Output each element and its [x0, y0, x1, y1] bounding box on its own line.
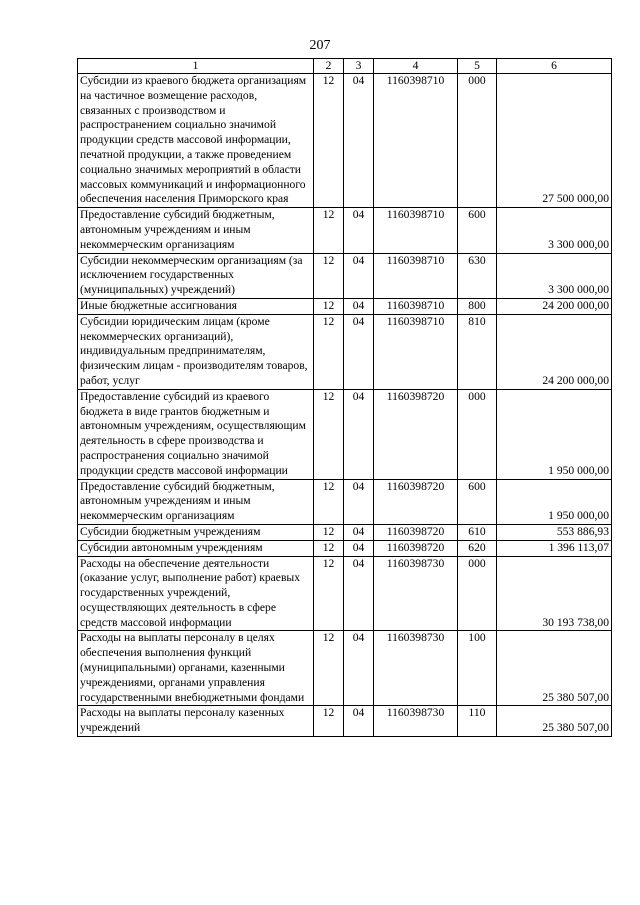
target-article-cell: 1160398710	[374, 74, 458, 208]
expense-type-cell: 800	[458, 298, 497, 314]
section-code-cell: 12	[314, 208, 344, 253]
table-row	[78, 479, 612, 524]
expense-name-cell: Субсидии некоммерческим организациям (за исключением государственных (муниципальных) учреждений)	[78, 253, 314, 298]
target-article-cell: 1160398710	[374, 208, 458, 253]
subsection-code-cell: 04	[344, 479, 374, 524]
header-cell: 2	[314, 59, 344, 74]
subsection-code-cell: 04	[344, 389, 374, 479]
section-code-cell: 12	[314, 298, 344, 314]
section-code-cell: 12	[314, 479, 344, 524]
table-row	[78, 253, 612, 298]
expense-name-cell: Предоставление субсидий бюджетным, автономным учреждениям и иным некоммерческим организациям	[78, 479, 314, 524]
subsection-code-cell: 04	[344, 298, 374, 314]
expense-name-cell: Расходы на обеспечение деятельности (оказание услуг, выполнение работ) краевых государственных учреждений, осуществляющих деятельность в сфере средств массовой информации	[78, 556, 314, 631]
section-code-cell: 12	[314, 314, 344, 389]
expense-name-cell: Субсидии бюджетным учреждениям	[78, 524, 314, 540]
budget-table	[77, 58, 612, 737]
expense-type-cell: 600	[458, 479, 497, 524]
subsection-code-cell: 04	[344, 540, 374, 556]
target-article-cell: 1160398720	[374, 389, 458, 479]
expense-type-cell: 110	[458, 706, 497, 737]
subsection-code-cell: 04	[344, 556, 374, 631]
expense-type-cell: 000	[458, 74, 497, 208]
header-cell: 5	[458, 59, 497, 74]
header-cell: 3	[344, 59, 374, 74]
expense-type-cell: 620	[458, 540, 497, 556]
expense-name-cell: Субсидии из краевого бюджета организациям на частичное возмещение расходов, связанных с производством и распространением социально значимой продукции средств массовой информации, печатной продукции, а также проведением социально значимых мероприятий в области массовых коммуникаций и информационного обеспечения населения Приморского края	[78, 74, 314, 208]
expense-type-cell: 600	[458, 208, 497, 253]
page-number: 207	[309, 38, 331, 53]
amount-cell: 1 396 113,07	[497, 540, 612, 556]
section-code-cell: 12	[314, 631, 344, 706]
expense-name-cell: Расходы на выплаты персоналу в целях обеспечения выполнения функций (муниципальными) органами, казенными учреждениями, органами управления государственными внебюджетными фондами	[78, 631, 314, 706]
table-row	[78, 314, 612, 389]
section-code-cell: 12	[314, 253, 344, 298]
expense-type-cell: 630	[458, 253, 497, 298]
table-row	[78, 298, 612, 314]
target-article-cell: 1160398720	[374, 540, 458, 556]
header-cell: 1	[78, 59, 314, 74]
amount-cell: 3 300 000,00	[497, 208, 612, 253]
target-article-cell: 1160398720	[374, 479, 458, 524]
section-code-cell: 12	[314, 389, 344, 479]
expense-name-cell: Предоставление субсидий бюджетным, автономным учреждениям и иным некоммерческим организациям	[78, 208, 314, 253]
header-cell: 4	[374, 59, 458, 74]
target-article-cell: 1160398710	[374, 298, 458, 314]
amount-cell: 30 193 738,00	[497, 556, 612, 631]
target-article-cell: 1160398720	[374, 524, 458, 540]
amount-cell: 553 886,93	[497, 524, 612, 540]
amount-cell: 25 380 507,00	[497, 706, 612, 737]
subsection-code-cell: 04	[344, 74, 374, 208]
expense-name-cell: Субсидии автономным учреждениям	[78, 540, 314, 556]
table-row	[78, 74, 612, 208]
expense-type-cell: 100	[458, 631, 497, 706]
expense-type-cell: 810	[458, 314, 497, 389]
amount-cell: 1 950 000,00	[497, 479, 612, 524]
section-code-cell: 12	[314, 540, 344, 556]
subsection-code-cell: 04	[344, 524, 374, 540]
subsection-code-cell: 04	[344, 706, 374, 737]
subsection-code-cell: 04	[344, 631, 374, 706]
table-row	[78, 208, 612, 253]
expense-name-cell: Расходы на выплаты персоналу казенных учреждений	[78, 706, 314, 737]
table-row	[78, 631, 612, 706]
subsection-code-cell: 04	[344, 314, 374, 389]
expense-name-cell: Иные бюджетные ассигнования	[78, 298, 314, 314]
amount-cell: 3 300 000,00	[497, 253, 612, 298]
subsection-code-cell: 04	[344, 253, 374, 298]
section-code-cell: 12	[314, 74, 344, 208]
table-row	[78, 706, 612, 737]
section-code-cell: 12	[314, 706, 344, 737]
amount-cell: 25 380 507,00	[497, 631, 612, 706]
expense-type-cell: 000	[458, 389, 497, 479]
header-cell: 6	[497, 59, 612, 74]
expense-type-cell: 610	[458, 524, 497, 540]
expense-type-cell: 000	[458, 556, 497, 631]
expense-name-cell: Предоставление субсидий из краевого бюджета в виде грантов бюджетным и автономным учреждениям, осуществляющим деятельность в сфере производства и распространения социально значимой продукции средств массовой информации	[78, 389, 314, 479]
target-article-cell: 1160398710	[374, 253, 458, 298]
amount-cell: 27 500 000,00	[497, 74, 612, 208]
target-article-cell: 1160398730	[374, 631, 458, 706]
amount-cell: 24 200 000,00	[497, 314, 612, 389]
target-article-cell: 1160398730	[374, 706, 458, 737]
table-row	[78, 556, 612, 631]
table-row	[78, 389, 612, 479]
table-row	[78, 524, 612, 540]
subsection-code-cell: 04	[344, 208, 374, 253]
target-article-cell: 1160398730	[374, 556, 458, 631]
section-code-cell: 12	[314, 556, 344, 631]
table-header-row	[78, 59, 612, 74]
amount-cell: 1 950 000,00	[497, 389, 612, 479]
amount-cell: 24 200 000,00	[497, 298, 612, 314]
section-code-cell: 12	[314, 524, 344, 540]
target-article-cell: 1160398710	[374, 314, 458, 389]
table-row	[78, 540, 612, 556]
expense-name-cell: Субсидии юридическим лицам (кроме некоммерческих организаций), индивидуальным предпринимателям, физическим лицам - производителям товаров, работ, услуг	[78, 314, 314, 389]
